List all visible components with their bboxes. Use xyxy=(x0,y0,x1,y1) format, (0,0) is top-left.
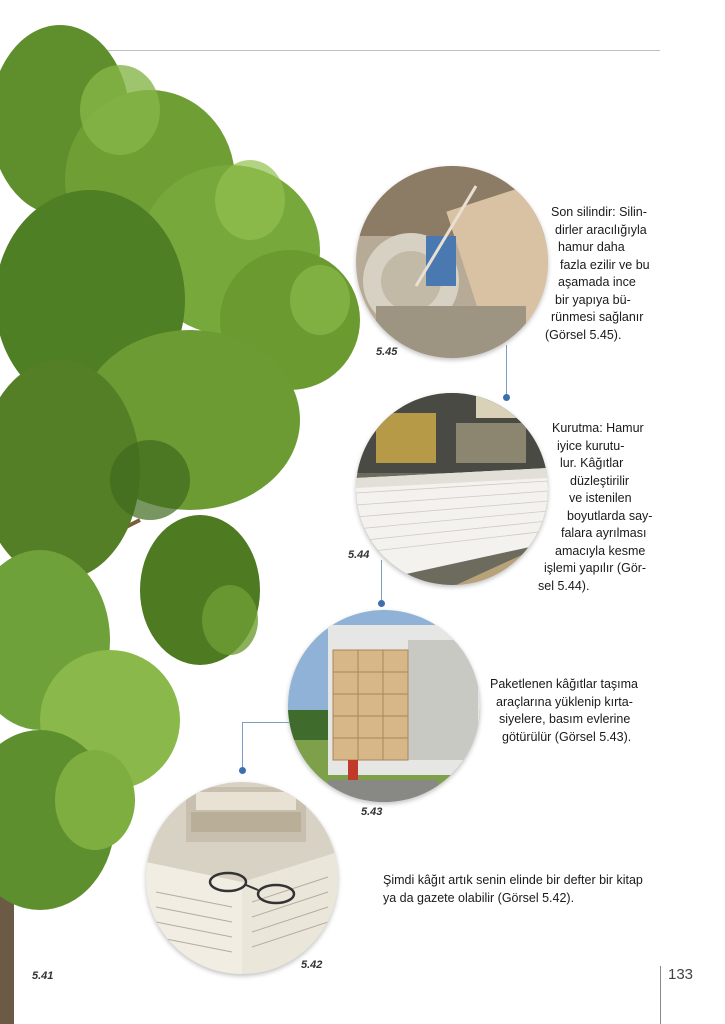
connector-dot xyxy=(503,394,510,401)
figure-label-5-45: 5.45 xyxy=(376,346,398,358)
connector-line xyxy=(381,560,382,604)
photo-paper-roller xyxy=(356,166,548,358)
connector-line xyxy=(506,345,507,397)
text-paketlenen: Paketlenen kâğıtlar taşıma araçlarına yüklenip kırta- siyelere, basım evlerine götürülür (Görsel 5.43). xyxy=(490,677,638,744)
figure-label-5-42: 5.42 xyxy=(301,959,323,971)
figure-label-5-41: 5.41 xyxy=(32,970,54,982)
photo-paper-stack xyxy=(356,393,548,585)
photo-truck-loading xyxy=(288,610,480,802)
connector-dot xyxy=(239,767,246,774)
page-number: 133 xyxy=(668,966,694,983)
page-number-bar xyxy=(660,966,661,1024)
text-kurutma: Kurutma: Hamur iyice kurutu- lur. Kâğıtlar düzleştirilir ve istenilen boyutlarda say- falara ayrılması amacıyla kesme işlemi yapılır (Gör- sel 5.44). xyxy=(538,421,653,593)
text-son-silindir: Son silindir: Silin- dirler aracılığıyla hamur daha fazla ezilir ve bu aşamada ince bir yapıya bü- rünmesi sağlanır (Görsel 5.45). xyxy=(545,205,650,342)
text-simdi: Şimdi kâğıt artık senin elinde bir defter bir kitap ya da gazete olabilir (Görsel 5.42). xyxy=(383,873,643,905)
figure-label-5-44: 5.44 xyxy=(348,549,370,561)
connector-dot xyxy=(378,600,385,607)
photo-open-book-glasses xyxy=(146,782,338,974)
figure-label-5-43: 5.43 xyxy=(361,806,383,818)
connector-line xyxy=(242,722,243,770)
connector-line xyxy=(242,722,290,723)
